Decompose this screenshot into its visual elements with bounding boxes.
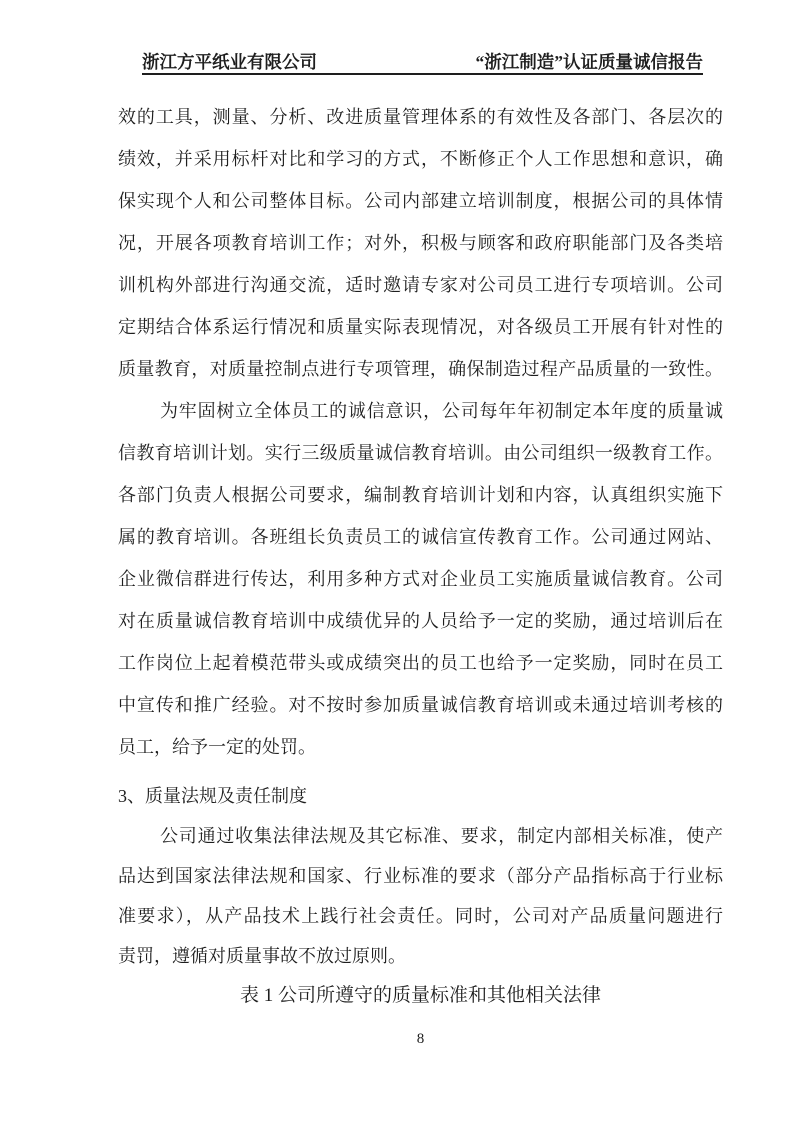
page-number: 8 bbox=[416, 1031, 425, 1047]
text-line: 效的工具，测量、分析、改进质量管理体系的有效性及各部门、各层次的 bbox=[118, 107, 723, 127]
text-line: 信教育培训计划。实行三级质量诚信教育培训。由公司组织一级教育工作。 bbox=[118, 443, 723, 463]
text-line: 员工，给予一定的处罚。 bbox=[118, 737, 316, 757]
text-line: 训机构外部进行沟通交流，适时邀请专家对公司员工进行专项培训。公司 bbox=[118, 275, 723, 295]
text-line: 定期结合体系运行情况和质量实际表现情况，对各级员工开展有针对性的 bbox=[118, 317, 723, 337]
text-line: 为牢固树立全体员工的诚信意识，公司每年年初制定本年度的质量诚 bbox=[160, 401, 723, 421]
text-line: 企业微信群进行传达，利用多种方式对企业员工实施质量诚信教育。公司 bbox=[118, 569, 723, 589]
text-line: 属的教育培训。各班组长负责员工的诚信宣传教育工作。公司通过网站、 bbox=[118, 527, 723, 547]
table-caption: 表 1 公司所遵守的质量标准和其他相关法律 bbox=[239, 985, 601, 1006]
header-company-name: 浙江方平纸业有限公司 bbox=[142, 52, 317, 72]
text-line: 工作岗位上起着模范带头或成绩突出的员工也给予一定奖励，同时在员工 bbox=[118, 653, 723, 673]
text-line: 准要求），从产品技术上践行社会责任。同时，公司对产品质量问题进行 bbox=[118, 906, 723, 926]
text-line: 绩效，并采用标杆对比和学习的方式，不断修正个人工作思想和意识，确 bbox=[118, 149, 723, 169]
document-body bbox=[118, 96, 723, 1016]
body-lines bbox=[118, 96, 723, 976]
text-line: 况，开展各项教育培训工作；对外，积极与顾客和政府职能部门及各类培 bbox=[118, 233, 723, 253]
header-report-title: “浙江制造”认证质量诚信报告 bbox=[475, 52, 703, 72]
text-line: 中宣传和推广经验。对不按时参加质量诚信教育培训或未通过培训考核的 bbox=[118, 695, 723, 715]
text-line: 责罚，遵循对质量事故不放过原则。 bbox=[118, 946, 406, 966]
text-line: 品达到国家法律法规和国家、行业标准的要求（部分产品指标高于行业标 bbox=[118, 866, 723, 886]
page-header bbox=[142, 53, 703, 75]
text-line: 公司通过收集法律法规及其它标准、要求，制定内部相关标准，使产 bbox=[160, 826, 723, 846]
text-line: 对在质量诚信教育培训中成绩优异的人员给予一定的奖励，通过培训后在 bbox=[118, 611, 723, 631]
text-line: 各部门负责人根据公司要求，编制教育培训计划和内容，认真组织实施下 bbox=[118, 485, 723, 505]
section-heading: 3、质量法规及责任制度 bbox=[118, 786, 307, 806]
text-line: 质量教育，对质量控制点进行专项管理，确保制造过程产品质量的一致性。 bbox=[118, 359, 723, 379]
text-line: 保实现个人和公司整体目标。公司内部建立培训制度，根据公司的具体情 bbox=[118, 191, 723, 211]
